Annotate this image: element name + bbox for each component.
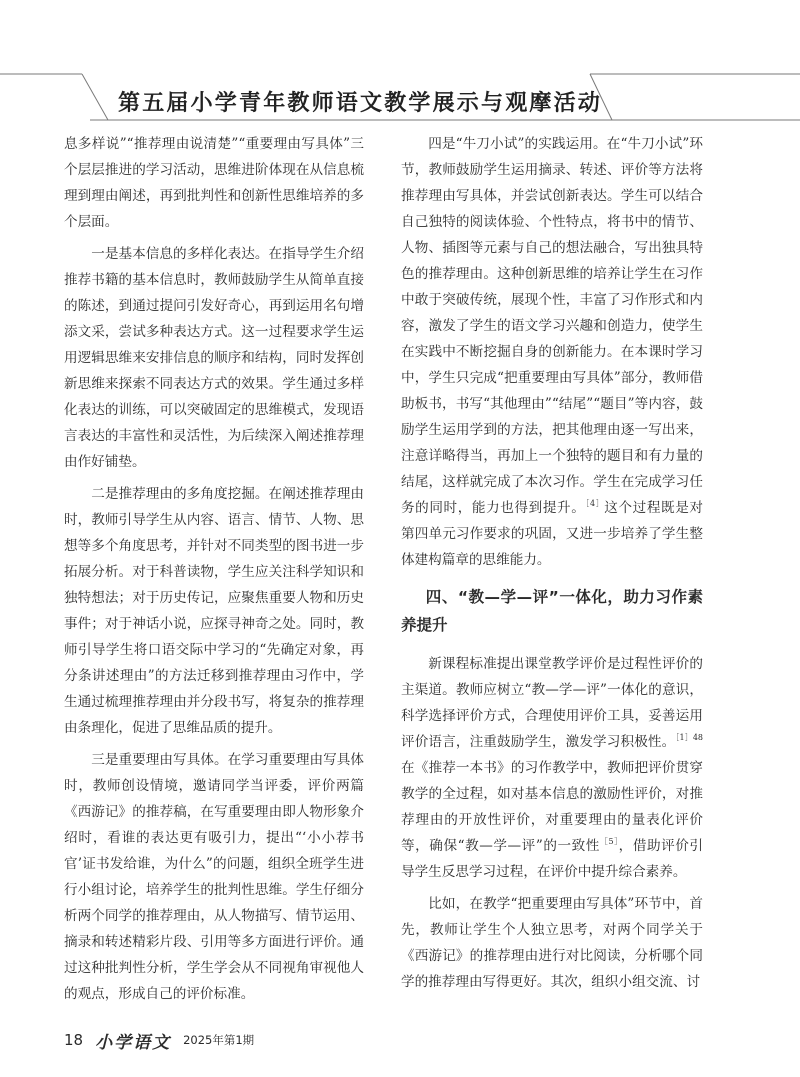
citation: ［4］ <box>585 499 605 508</box>
header-decoration <box>0 0 800 140</box>
right-column <box>401 131 703 1001</box>
page-footer <box>64 1027 254 1053</box>
page-number: 18 <box>64 1031 84 1049</box>
paragraph: 三是重要理由写具体。在学习重要理由写具体时，教师创设情境，邀请同学当评委，评价两篇《西游记》的推荐稿，在写重要理由即人物形象介绍时，看谁的表达更有吸引力，提出“‘小小荐书官’证书发给谁，为什么”的问题，组织全班学生进行小组讨论，培养学生的批判性思维。学生仔细分析两个同学的推荐理由，从人物描写、情节运用、摘录和转述精彩片段、引用等多方面进行评价。通过这种批判性分析，学生学会从不同视角审视他人的观点，形成自己的评价标准。 <box>64 752 364 1002</box>
paragraph: 比如，在教学“把重要理由写具体”环节中，首先，教师让学生个人独立思考，对两个同学关于《西游记》的推荐理由进行对比阅读，分析哪个同学的推荐理由写得更好。其次，组织小组交流、讨 <box>401 896 703 990</box>
paragraph-text: ，借助评价引导学生反思学习过程，在评价中提升综合素养。 <box>401 838 703 880</box>
paragraph <box>401 131 703 573</box>
paragraph-text: 新课程标准提出课堂教学评价是过程性评价的主渠道。教师应树立“教—学—评”一体化的意识，科学选择评价方式，合理使用评价工具，妥善运用评价语言，注重鼓励学生，激发学习积极性。 <box>401 656 703 750</box>
journal-logo: 小学语文 <box>95 1032 172 1053</box>
issue-label: 2025年第1期 <box>183 1033 255 1047</box>
paragraph: 一是基本信息的多样化表达。在指导学生介绍推荐书籍的基本信息时，教师鼓励学生从简单直接的陈述，到通过提问引发好奇心，再到运用名句增添文采，尝试多种表达方式。这一过程要求学生运用逻辑思维来安排信息的顺序和结构，同时发挥创新思维来探索不同表达方式的效果。学生通过多样化表达的训练，可以突破固定的思维模式，发现语言表达的丰富性和灵活性，为后续深入阐述推荐理由作好铺垫。 <box>64 246 364 470</box>
paragraph-text: 在《推荐一本书》的习作教学中，教师把评价贯穿教学的全过程，如对基本信息的激励性评价，对推荐理由的开放性评价，对重要理由的量表化评价等，确保“教—学—评”的一致性 <box>401 760 703 854</box>
paragraph: 息多样说”“推荐理由说清楚”“重要理由写具体”三个层层推进的学习活动，思维进阶体现在从信息梳理到理由阐述，再到批判性和创新性思维培养的多个层面。 <box>64 136 364 230</box>
paragraph-text: 四是“牛刀小试”的实践运用。在“牛刀小试”环节，教师鼓励学生运用摘录、转述、评价等方法将推荐理由写具体，并尝试创新表达。学生可以结合自己独特的阅读体验、个性特点，将书中的情节、人物、插图等元素与自己的想法融合，写出独具特色的推荐理由。这种创新思维的培养让学生在习作中敢于突破传统，展现个性，丰富了习作形式和内容，激发了学生的语文学习兴趣和创造力，使学生在实践中不断挖掘自身的创新能力。在本课时学习中，学生只完成“把重要理由写具体”部分，教师借助板书，书写“其他理由”“结尾”“题目”等内容，鼓励学生运用学到的方法，把其他理由逐一写出来，注意详略得当，再加上一个独特的题目和有力量的结尾，这样就完成了本次习作。学生在完成学习任务的同时，能力也得到提升。 <box>401 136 703 516</box>
header-slash-left <box>82 74 108 120</box>
page-title: 第五届小学青年教师语文教学展示与观摩活动 <box>118 90 603 116</box>
paragraph: 二是推荐理由的多角度挖掘。在阐述推荐理由时，教师引导学生从内容、语言、情节、人物、思想等多个角度思考，并针对不同类型的图书进一步拓展分析。对于科普读物，学生应关注科学知识和独特想法；对于历史传记，应聚焦重要人物和历史事件；对于神话小说，应探寻神奇之处。同时，教师引导学生将口语交际中学习的“先确定对象，再分条讲述理由”的方法迁移到推荐理由习作中，学生通过梳理推荐理由并分段书写，将复杂的推荐理由条理化，促进了思维品质的提升。 <box>64 486 364 736</box>
section-heading: 四、“教—学—评”一体化，助力习作素养提升 <box>401 588 703 634</box>
left-column <box>64 131 364 1013</box>
paragraph <box>401 651 703 885</box>
citation: ［1］48 <box>675 733 703 742</box>
page-header <box>0 0 800 140</box>
paragraph-text: 这个过程既是对第四单元习作要求的巩固，又进一步培养了学生整体建构篇章的思维能力。 <box>401 500 704 568</box>
citation: ［5］ <box>599 837 619 846</box>
